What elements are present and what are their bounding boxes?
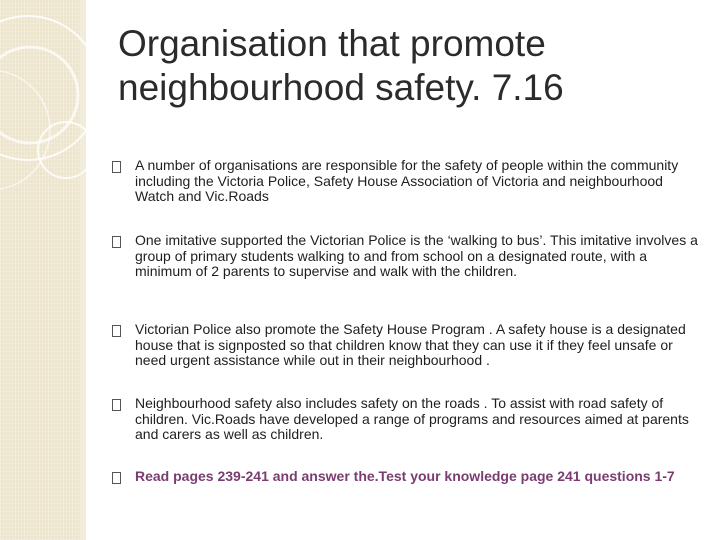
bullet-box-icon bbox=[112, 236, 121, 248]
bullet-text: Victorian Police also promote the Safety House Program . A safety house is a designated house that is signposted so that children know that they can use it if they feel unsafe or need urgent assistance while out in their neighbourhood . bbox=[135, 321, 686, 368]
bullet-text: One imitative supported the Victorian Police is the ‘walking to bus’. This imitative involves a group of primary students walking to and from school on a designated route, with a minimum of 2 parents to supervise and walk with the children. bbox=[135, 232, 698, 279]
slide-title-line-2: neighbourhood safety. 7.16 bbox=[118, 67, 564, 108]
bullet-box-icon bbox=[112, 325, 121, 337]
slide-title-line-1: Organisation that promote bbox=[118, 23, 546, 64]
slide-title bbox=[118, 22, 698, 110]
bullet-text: A number of organisations are responsible for the safety of people within the community including the Victoria Police, Safety House Association of Victoria and neighbourhood Watch and Vic.Roads bbox=[135, 157, 679, 204]
bullet-box-icon bbox=[112, 472, 121, 484]
bullet-text: Neighbourhood safety also includes safety on the roads . To assist with road safety of children. Vic.Roads have developed a range of programs and resources aimed at parents and carers as well as children. bbox=[135, 395, 689, 442]
bullet-box-icon bbox=[112, 399, 121, 411]
bullet-box-icon bbox=[112, 161, 121, 173]
bullet-text-emphasis: Read pages 239-241 and answer the.Test your knowledge page 241 questions 1-7 bbox=[135, 468, 675, 484]
